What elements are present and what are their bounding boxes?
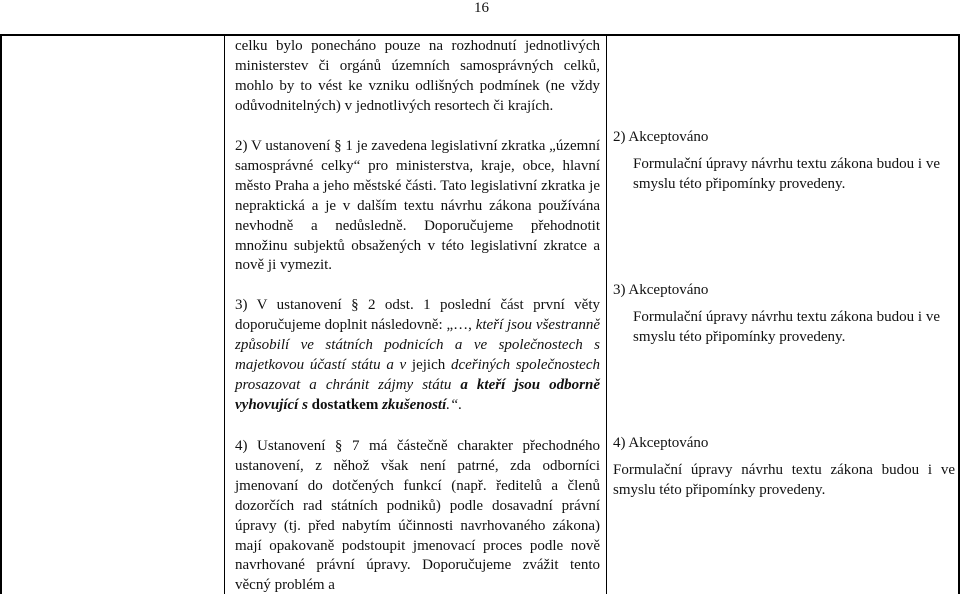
comment-paragraph-2: 2) V ustanovení § 1 je zavedena legislativní zkratka „územní samosprávné celky“ pro ministerstva, kraje, obce, hlavní město Praha a jeho městské části. Tato legislativní zkratka je nepraktická a je v dalším textu návrhu zákona používána nevhodně a nedůsledně. Doporučujeme přehodnotit množinu subjektů obsažených v této legislativní zkratce a nově ji vymezit. xyxy=(235,138,600,274)
response-2-heading: 2) Akceptováno xyxy=(613,129,709,145)
table-left-border xyxy=(0,34,2,594)
comment-3-bold-italic-2: zkušeností xyxy=(382,396,447,413)
response-3-text: Formulační úpravy návrhu textu zákona budou i ve smyslu této připomínky provedeny. xyxy=(633,309,941,345)
page-number: 16 xyxy=(474,0,489,16)
comment-3-lead: 3) V ustanovení § 2 odst. 1 poslední část první věty doporučujeme doplnit následovně: „…, xyxy=(235,297,600,333)
comment-3-bold: dostatkem xyxy=(307,396,383,413)
response-2-text: Formulační úpravy návrhu textu zákona budou i ve smyslu této připomínky provedeny. xyxy=(633,156,941,192)
response-4-text: Formulační úpravy návrhu textu zákona budou i ve smyslu této připomínky provedeny. xyxy=(613,462,955,498)
response-4-heading: 4) Akceptováno xyxy=(613,435,709,451)
table-column-divider-1 xyxy=(224,34,225,594)
comment-paragraph-4: 4) Ustanovení § 7 má částečně charakter přechodného ustanovení, z něhož však není patrné, zda odborníci jmenovaní do dotčených funkcí (např. ředitelů a členů dozorčích rad státních podniků) podle dosavadní právní úpravy (tj. před nabytím účinnosti navrhovaného zákona) mají opakovaně podstoupit jmenovací proces podle nově navrhované právní úpravy. Doporučujeme zvážit tento věcný problém a xyxy=(235,438,600,594)
comment-3-mid: jejich xyxy=(406,356,451,373)
comment-paragraph-3 xyxy=(235,296,600,415)
comment-3-end: .“. xyxy=(446,396,463,413)
comment-3-bold-italic: a kteří jsou odborně vyhovující s xyxy=(235,376,600,413)
comment-3-italic-2: dceřiných společnostech prosazovat a chránit zájmy státu xyxy=(235,356,600,393)
comment-paragraph-1: celku bylo ponecháno pouze na rozhodnutí jednotlivých ministerstev či orgánů územních samosprávných celků, mohlo by to vést ke vzniku odlišných podmínek (ne vždy odůvodnitelných) v jednotlivých resortech či krajích. xyxy=(235,38,600,114)
response-3-heading: 3) Akceptováno xyxy=(613,282,709,298)
comment-3-italic-1: kteří jsou všestranně způsobilí ve státních podnicích a ve společnostech s majetkovou účastí státu a v xyxy=(235,316,600,373)
table-column-divider-2 xyxy=(606,34,607,594)
table-top-border xyxy=(0,34,960,36)
